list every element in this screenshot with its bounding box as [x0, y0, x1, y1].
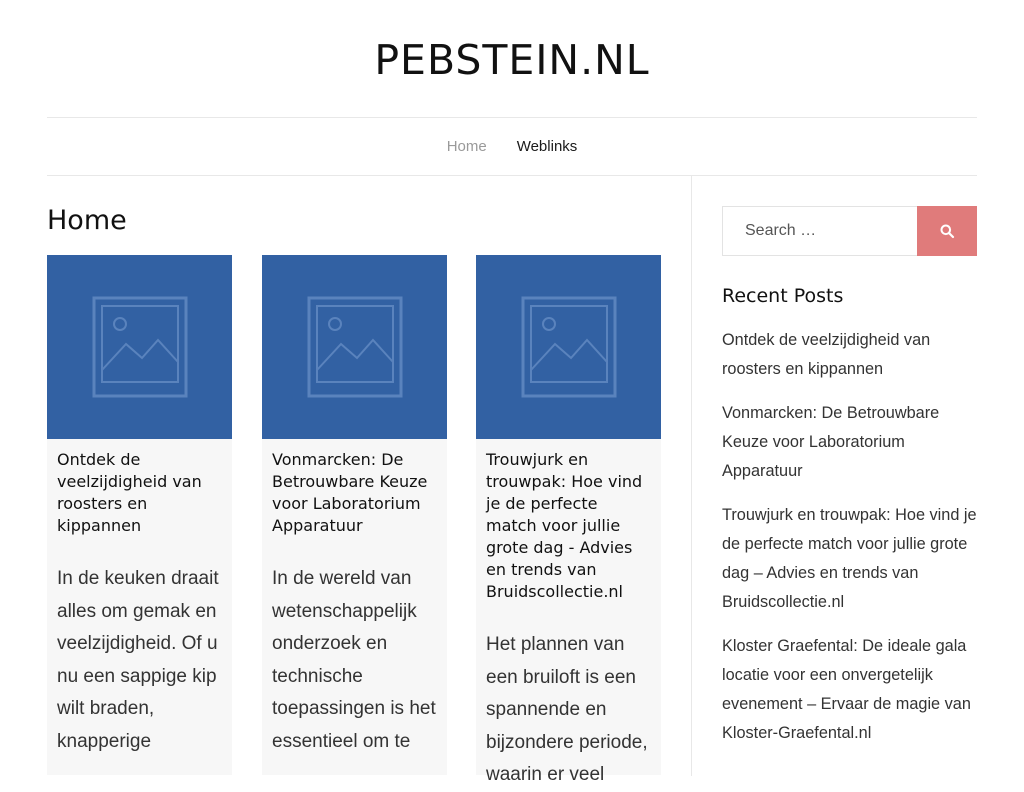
recent-post-link[interactable]: Kloster Graefental: De ideale gala locatie voor een onvergetelijk evenement – Ervaar de magie van Kloster-Graefental.nl [722, 637, 971, 742]
post-card [476, 255, 661, 785]
post-title[interactable]: Vonmarcken: De Betrouwbare Keuze voor Laboratorium Apparatuur [272, 450, 428, 535]
search-button[interactable] [917, 206, 977, 256]
post-excerpt: In de wereld van wetenschappelijk onderzoek en technische toepassingen is het essentieel om te [272, 568, 436, 752]
main-navigation [47, 117, 977, 176]
post-excerpt: Het plannen van een bruiloft is een spannende en bijzondere periode, waarin er veel [486, 634, 648, 785]
search-icon [940, 224, 954, 238]
recent-posts-list [722, 326, 982, 763]
post-thumbnail[interactable] [47, 255, 232, 439]
post-excerpt: In de keuken draait alles om gemak en veelzijdigheid. Of u nu een sappige kip wilt braden, knapperige [57, 568, 219, 752]
post-thumbnail[interactable] [262, 255, 447, 439]
image-placeholder-icon [92, 296, 188, 398]
list-item [722, 632, 982, 748]
list-item [722, 326, 982, 384]
post-card [262, 255, 447, 775]
nav-item-weblinks[interactable]: Weblinks [516, 138, 578, 155]
nav-item-home[interactable]: Home [446, 138, 487, 155]
image-placeholder-icon [307, 296, 403, 398]
list-item [722, 501, 982, 617]
post-card [47, 255, 232, 775]
search-form [722, 206, 977, 256]
site-title[interactable]: PEBSTEIN.NL [374, 36, 650, 84]
site-header [0, 0, 1024, 118]
recent-post-link[interactable]: Trouwjurk en trouwpak: Hoe vind je de perfecte match voor jullie grote dag – Advies en trends van Bruidscollectie.nl [722, 506, 977, 611]
search-input[interactable] [722, 206, 917, 256]
post-thumbnail[interactable] [476, 255, 661, 439]
image-placeholder-icon [521, 296, 617, 398]
post-title[interactable]: Trouwjurk en trouwpak: Hoe vind je de perfecte match voor jullie grote dag - Advies en trends van Bruidscollectie.nl [486, 450, 643, 601]
recent-posts-title: Recent Posts [722, 285, 844, 307]
post-title[interactable]: Ontdek de veelzijdigheid van roosters en kippannen [57, 450, 202, 535]
recent-post-link[interactable]: Vonmarcken: De Betrouwbare Keuze voor Laboratorium Apparatuur [722, 404, 940, 480]
list-item [722, 399, 982, 486]
content-sidebar-divider [691, 176, 692, 776]
recent-post-link[interactable]: Ontdek de veelzijdigheid van roosters en kippannen [722, 331, 931, 378]
page-title: Home [47, 205, 127, 236]
